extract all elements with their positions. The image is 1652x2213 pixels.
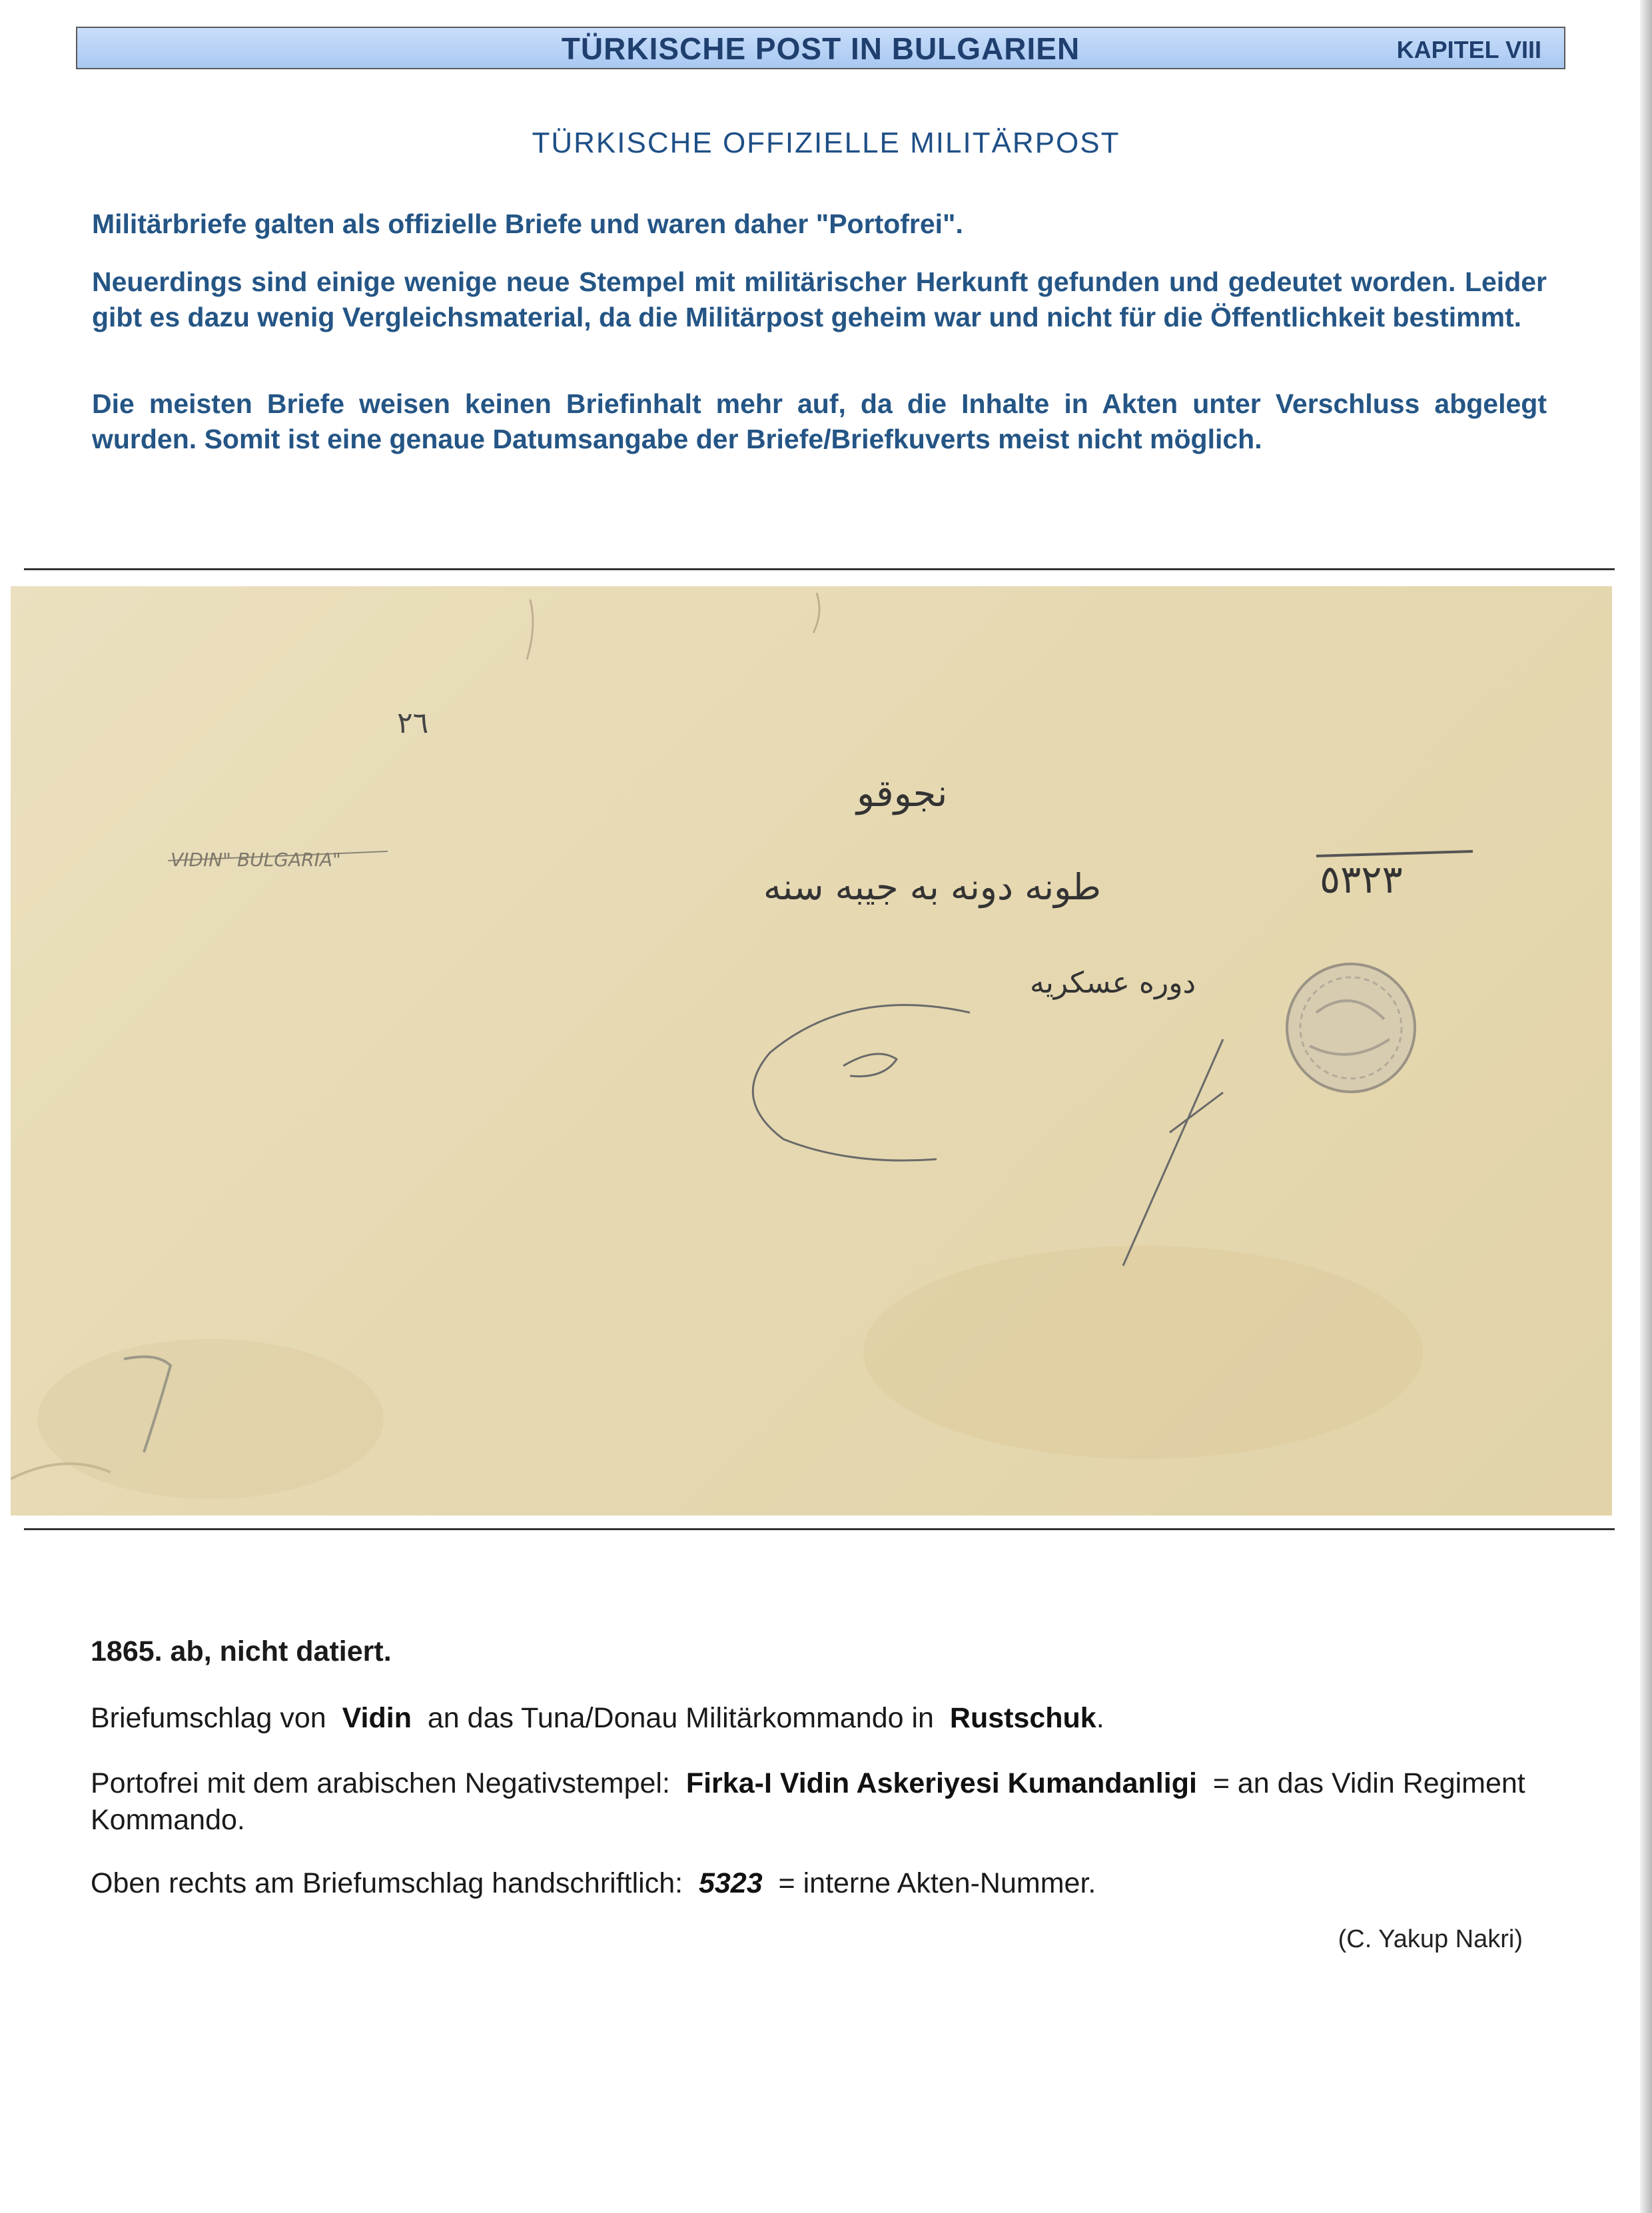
negative-seal	[1287, 964, 1415, 1092]
number-topleft: ٢٦	[397, 706, 429, 740]
file-number-prefix: Oben rechts am Briefumschlag handschriftlich:	[91, 1867, 683, 1899]
file-number-meaning: = interne Akten-Nummer.	[778, 1867, 1096, 1899]
pencil-digit: 7	[111, 1447, 115, 1454]
crease	[527, 600, 533, 660]
crease	[813, 593, 819, 633]
file-number: 5323	[698, 1867, 763, 1899]
pencil-note: VIDIN" BULGARIA"	[171, 849, 341, 871]
address-line-2: طونه دونه به جيبه سنه	[763, 866, 1102, 908]
caption-route	[91, 1700, 1556, 1737]
page-edge-shadow	[1640, 0, 1652, 2213]
file-number-arabic: ٥٣٢٣	[1320, 857, 1403, 902]
envelope-drawing	[11, 586, 1612, 1516]
caption-file-number	[91, 1865, 1556, 1902]
header-title: TÜRKISCHE POST IN BULGARIEN	[561, 31, 1080, 66]
overline	[1316, 851, 1473, 856]
section-title: TÜRKISCHE OFFIZIELLE MILITÄRPOST	[532, 127, 1120, 159]
pencil-stroke	[1123, 1039, 1223, 1266]
address-line-1: نجوقو	[857, 772, 948, 815]
route-end: .	[1096, 1702, 1104, 1734]
envelope-image	[11, 586, 1612, 1516]
caption-date: 1865. ab, nicht datiert.	[91, 1635, 392, 1667]
stamp-meaning: = an das Vidin Regiment Kommando.	[91, 1767, 1525, 1836]
sender-inscription: دوره عسكريه	[1030, 966, 1196, 1000]
route-prefix: Briefumschlag von	[91, 1702, 326, 1734]
intro-paragraph-2: Neuerdings sind einige wenige neue Stempel mit militärischer Herkunft gefunden und gedeutet worden. Leider gibt es dazu wenig Vergleichsmaterial, da die Militärpost geheim war und nicht für die Öffentlichkeit bestimmt.	[92, 266, 1547, 332]
stamp-prefix: Portofrei mit dem arabischen Negativstempel:	[91, 1767, 670, 1799]
address-flourish	[753, 1005, 970, 1160]
credit: (C. Yakup Nakri)	[1338, 1925, 1523, 1953]
route-origin: Vidin	[342, 1702, 412, 1734]
chapter-header	[76, 27, 1565, 69]
stamp-name: Firka-I Vidin Askeriyesi Kumandanligi	[685, 1767, 1197, 1799]
chapter-label: KAPITEL VIII	[1396, 36, 1541, 63]
caption-stamp	[91, 1765, 1556, 1839]
divider-bottom	[24, 1528, 1615, 1530]
route-middle: an das Tuna/Donau Militärkommando in	[427, 1702, 934, 1734]
flourish-loop	[843, 1054, 897, 1077]
divider-top	[24, 568, 1615, 570]
route-destination: Rustschuk	[949, 1702, 1096, 1734]
stain	[37, 1339, 384, 1499]
intro-paragraph-1: Militärbriefe galten als offizielle Briefe und waren daher "Portofrei".	[92, 209, 963, 239]
stain	[863, 1246, 1423, 1459]
intro-paragraph-3: Die meisten Briefe weisen keinen Briefinhalt mehr auf, da die Inhalte in Akten unter Verschluss abgelegt wurden. Somit ist eine genaue Datumsangabe der Briefe/Briefkuverts meist nicht möglich.	[92, 388, 1547, 454]
